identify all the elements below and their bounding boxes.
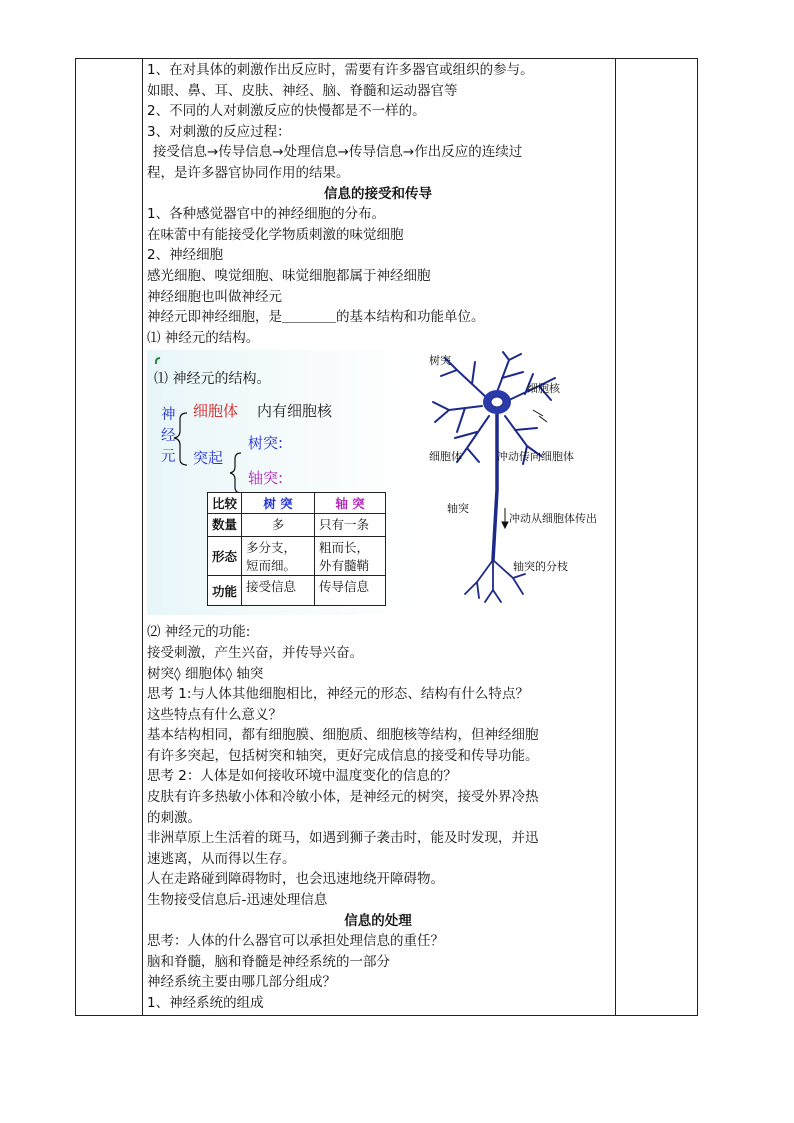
process-term: 突起 xyxy=(193,449,224,468)
text-line: 1、在对具体的刺激作出反应时，需要有许多器官或组织的参与。 xyxy=(147,62,534,78)
section-heading: 信息的处理 xyxy=(344,912,412,929)
table-header-cell: 比较 xyxy=(208,493,242,514)
neuron-char: 神 xyxy=(161,407,176,424)
table-row xyxy=(208,576,386,606)
table-header-cell: 轴 突 xyxy=(315,493,386,514)
section-heading: 信息的接受和传导 xyxy=(324,185,432,202)
text-line: 树突◊ 细胞体◊ 轴突 xyxy=(147,665,264,682)
table-row xyxy=(208,537,386,576)
cell-body-term: 细胞体 xyxy=(193,402,239,421)
diagram-label-dendrite: 树突 xyxy=(429,354,451,368)
table-cell: 粗而长， 外有髓鞘 xyxy=(315,537,386,576)
column-divider-right xyxy=(615,59,616,1015)
text-line: 1、各种感觉器官中的神经细胞的分布。 xyxy=(147,206,386,223)
table-row xyxy=(208,514,386,537)
text-line: 在味蕾中有能接受化学物质刺激的味觉细胞 xyxy=(147,226,404,243)
dendrite-term: 树突: xyxy=(248,434,284,453)
text-line: 感光细胞、嗅觉细胞、味觉细胞都属于神经细胞 xyxy=(147,267,431,284)
diagram-label-nucleus: 细胞核 xyxy=(527,382,560,396)
text-line: 神经元即神经细胞，是＿＿＿＿的基本结构和功能单位。 xyxy=(147,309,485,326)
neuron-label-vertical xyxy=(161,405,176,468)
diagram-label-cell-body: 细胞体 xyxy=(429,450,462,464)
text-line: ⑵ 神经元的功能: xyxy=(147,624,251,641)
table-cell: 传导信息 xyxy=(315,576,386,606)
text-line: 3、对刺激的反应过程： xyxy=(147,123,291,140)
text-line: 有许多突起，包括树突和轴突，更好完成信息的接受和传导功能。 xyxy=(147,747,539,764)
cell-body-note: 内有细胞核 xyxy=(257,402,333,421)
neuron-figure xyxy=(147,350,609,620)
axon-term: 轴突: xyxy=(248,469,284,488)
table-cell: 功能 xyxy=(208,576,242,606)
table-cell: 多分支， 短而细。 xyxy=(242,537,315,576)
diagram-label-axon-branch: 轴突的分枝 xyxy=(513,560,568,574)
text-line: 皮肤有许多热敏小体和冷敏小体，是神经元的树突，接受外界冷热 xyxy=(147,789,539,806)
text-line: 接受信息→传导信息→处理信息→传导信息→作出反应的连续过 xyxy=(153,144,523,161)
text-line: 这些特点有什么意义？ xyxy=(147,706,282,723)
text-line: 人在走路碰到障碍物时，也会迅速地绕开障碍物。 xyxy=(147,871,444,888)
neuron-char: 元 xyxy=(161,449,176,466)
table-cell: 数量 xyxy=(208,514,242,537)
text-line: 非洲草原上生活着的斑马，如遇到狮子袭击时，能及时发现，并迅 xyxy=(147,830,539,847)
table-cell: 多 xyxy=(242,514,315,537)
neuron-char: 经 xyxy=(161,428,176,445)
text-line: ⑴ 神经元的结构。 xyxy=(147,329,260,346)
column-divider-left xyxy=(142,59,143,1015)
text-line: 思考 1:与人体其他细胞相比，神经元的形态、结构有什么特点？ xyxy=(147,686,529,703)
table-cell: 形态 xyxy=(208,537,242,576)
table-cell: 只有一条 xyxy=(315,514,386,537)
table-cell: 接受信息 xyxy=(242,576,315,606)
text-line: 如眼、鼻、耳、皮肤、神经、脑、脊髓和运动器官等 xyxy=(147,82,458,99)
text-line: 思考：人体的什么器官可以承担处理信息的重任？ xyxy=(147,933,444,950)
text-line: 速逃离，从而得以生存。 xyxy=(147,850,296,867)
text-line: 的刺激。 xyxy=(147,809,201,826)
text-line: 程，是许多器官协同作用的结果。 xyxy=(147,164,350,181)
table-header-row xyxy=(208,493,386,514)
text-line: 2、神经细胞 xyxy=(147,247,224,264)
text-line: 1、神经系统的组成 xyxy=(147,995,264,1011)
text-line: 生物接受信息后-迅速处理信息 xyxy=(147,892,328,909)
neuron-diagram-panel xyxy=(427,350,609,615)
text-line: 脑和脊髓，脑和脊髓是神经系统的一部分 xyxy=(147,953,390,970)
table-header-cell: 树 突 xyxy=(242,493,315,514)
diagram-label-impulse-in: 冲动传向细胞体 xyxy=(497,450,574,464)
lesson-content xyxy=(147,60,609,1014)
figure-title: ⑴ 神经元的结构。 xyxy=(154,371,271,388)
text-line: 接受刺激，产生兴奋，并传导兴奋。 xyxy=(147,644,363,661)
text-line: 神经细胞也叫做神经元 xyxy=(147,288,282,305)
neuron-structure-panel xyxy=(147,350,417,615)
text-line: 神经系统主要由哪几部分组成？ xyxy=(147,974,336,991)
text-line: 2、不同的人对刺激反应的快慢都是不一样的。 xyxy=(147,103,426,120)
text-line: 思考 2：人体是如何接收环境中温度变化的信息的？ xyxy=(147,768,457,785)
diagram-label-axon: 轴突 xyxy=(447,502,469,516)
comparison-table xyxy=(207,492,386,606)
text-line: 基本结构相同，都有细胞膜、细胞质、细胞核等结构，但神经细胞 xyxy=(147,727,539,744)
diagram-label-impulse-out: 冲动从细胞体传出 xyxy=(509,512,597,526)
neuron-drawing xyxy=(427,350,609,615)
